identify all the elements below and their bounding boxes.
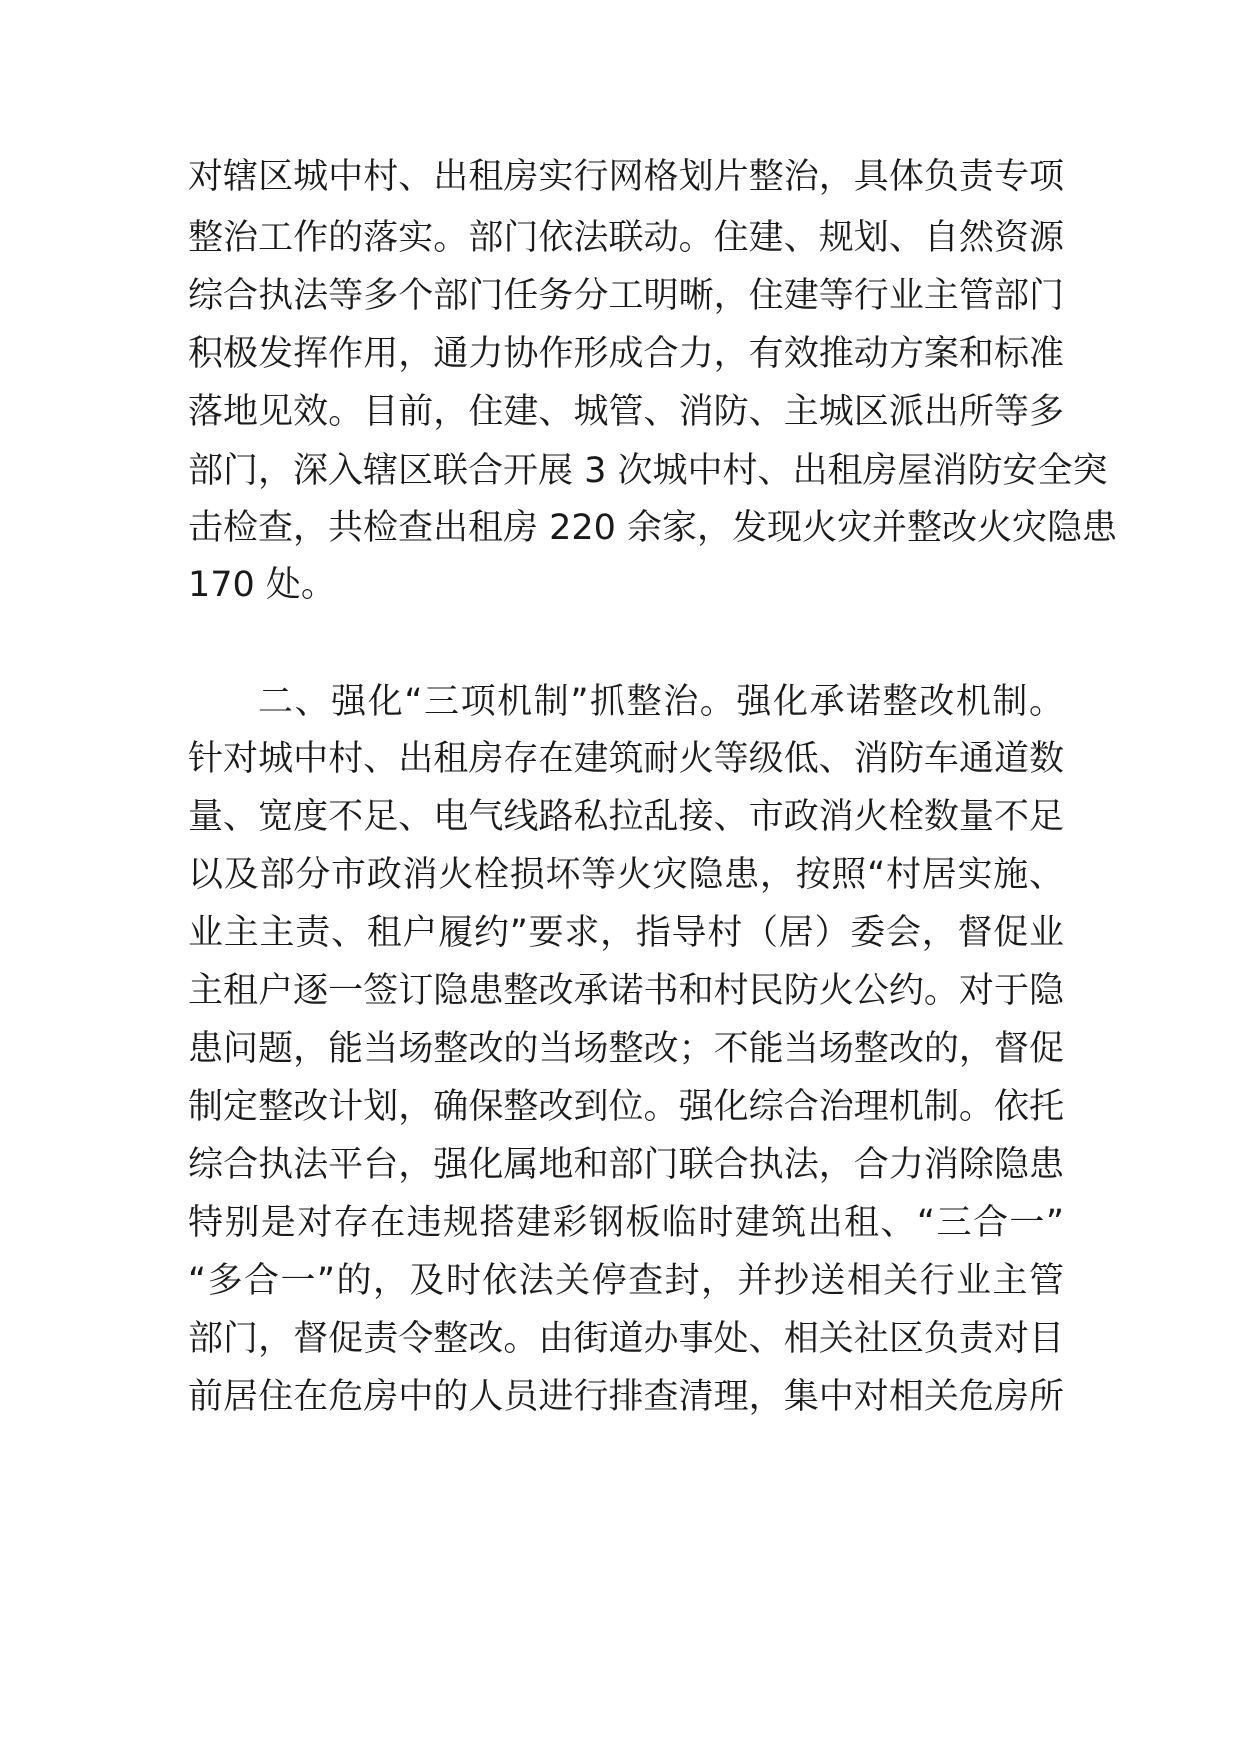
paragraph-2-line-9: 综合执法平台，强化属地和部门联合执法，合力消除隐患 xyxy=(188,1145,1064,1185)
paragraph-2-line-13: 前居住在危房中的人员进行排查清理，集中对相关危房所 xyxy=(188,1377,1064,1417)
paragraph-1-line-5: 落地见效。目前，住建、城管、消防、主城区派出所等多 xyxy=(188,392,1064,432)
paragraph-2-line-8: 制定整改计划，确保整改到位。强化综合治理机制。依托 xyxy=(188,1087,1064,1127)
paragraph-2-line-4: 以及部分市政消火栓损坏等火灾隐患，按照“村居实施、 xyxy=(188,855,1064,895)
paragraph-2-line-7: 患问题，能当场整改的当场整改；不能当场整改的，督促 xyxy=(188,1029,1064,1069)
paragraph-1-line-3: 综合执法等多个部门任务分工明晰，住建等行业主管部门 xyxy=(188,276,1064,316)
paragraph-1-line-8: 170 处。 xyxy=(188,565,336,605)
paragraph-2-line-11: “多合一”的，及时依法关停查封，并抄送相关行业主管 xyxy=(188,1261,1064,1301)
paragraph-2-line-6: 主租户逐一签订隐患整改承诺书和村民防火公约。对于隐 xyxy=(188,971,1064,1011)
paragraph-2-line-12: 部门，督促责令整改。由街道办事处、相关社区负责对目 xyxy=(188,1319,1064,1359)
paragraph-2-line-5: 业主主责、租户履约”要求，指导村（居）委会，督促业 xyxy=(188,913,1064,953)
paragraph-1-line-6: 部门，深入辖区联合开展 3 次城中村、出租房屋消防安全突 xyxy=(188,451,1108,491)
paragraph-1-line-7: 击检查，共检查出租房 220 余家，发现火灾并整改火灾隐患 xyxy=(188,508,1118,548)
paragraph-2-line-2: 针对城中村、出租房存在建筑耐火等级低、消防车通道数 xyxy=(188,739,1064,779)
paragraph-1-line-2: 整治工作的落实。部门依法联动。住建、规划、自然资源 xyxy=(188,218,1064,258)
paragraph-2-line-3: 量、宽度不足、电气线路私拉乱接、市政消火栓数量不足 xyxy=(188,797,1064,837)
paragraph-2-line-10: 特别是对存在违规搭建彩钢板临时建筑出租、“三合一” xyxy=(188,1203,1064,1243)
paragraph-1-line-4: 积极发挥作用，通力协作形成合力，有效推动方案和标准 xyxy=(188,334,1064,374)
paragraph-1-line-1: 对辖区城中村、出租房实行网格划片整治，具体负责专项 xyxy=(188,157,1064,197)
paragraph-2-line-1: 二、强化“三项机制”抓整治。强化承诺整改机制。 xyxy=(258,682,1064,722)
